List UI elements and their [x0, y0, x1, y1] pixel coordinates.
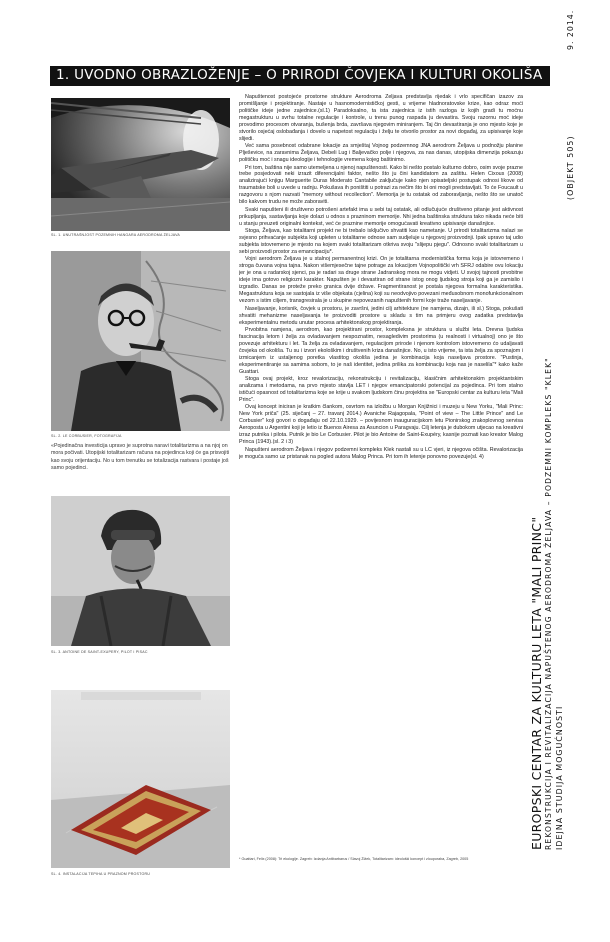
- footnote: * Guattari, Felix (2008): Tri ekologije. Zagreb: Izdanja Antibarbarus / Slavoj Žižek, Totalitarizam: ideološki koncept i zlouporaba, Zagreb, 2005: [239, 857, 469, 861]
- paragraph: Stoga ovaj projekt, kroz revalorizaciju, rekonstrukciju i revitalizaciju, klasičnim arhitektonskim projektantskim analizama i metodama, na prvo mjesto stavlja LET i njegov emancipatorski potencijal za pojedinca. Pri tom stalno ističući opasnost od totalitarizma koje se krije u svakom ljudskom činu projektira se "Europski centar za kulturu leta "Mali Princ".: [239, 376, 523, 403]
- paragraph: Naseljavanje, korisnik, čovjek u prostoru, je završni, jedini cilj arhitekture (ne namjena, dizajn, ili sl.) Stoga, pokušati shvatiti mehanizme naseljavanja te proizvoditi prostore u skladu s tim na primjeru ovog zadatka predstavlja eksperimentalnu metodu unutar procesa arhitektonskog projektiranja.: [239, 305, 523, 326]
- side-text: «Pojedinačna investicija upravo je suprotna naravi totalitarizma a na njoj on mora počivati. Utopijski totalitarizam računa na pojedinca koji će ga prisvojiti kao svoju orijentaciju. No u tom trenutku se totalizacija rastvara i postaje još samo pojedinci.: [51, 443, 230, 471]
- paragraph: Vojni aerodrom Željava je u stalnoj permanentnoj krizi. On je totalitarna modernistička forma koja je istovremeno i stroga čuvana vojna tajna. Nakon višemjesečne tajne potrage za lokacijom Vojnopolitički vrh SFRJ odabire ovu lokaciju jer je ona u radarskoj sjenci, pa je radari sa druge strane Jadranskog mora ne mogu vidjeti. U svojoj tajnosti prvobitne ideje ima gotovo religiozni karakter. Napušten je i devastiran od strane istog onog ljudskog stroja koji ga je zamislio i izgradio. Danas se proteže preko granica dvije države. Fragmentiranost je postala njegova formalna karakteristika. Megastruktura koja se sastojala iz više objekata (cjelina) koji su neodvojivo povezani međusobnom monofunkcionalnom vezom s istim ciljem, transgresirala je u skupine nepovezanih napuštenih formi koje traže naseljavanje.: [239, 256, 523, 305]
- main-text-column: [239, 94, 523, 858]
- vertical-main-title: EUROPSKI CENTAR ZA KULTURU LETA "MALI PRINC": [529, 516, 544, 850]
- caption-4: SL. 4. INSTALACIJA TEPIHA U PRAZNOM PROSTORU: [51, 872, 151, 876]
- paragraph: Već sama posebnost odabrane lokacije za smještaj Vojnog podzemnog JNA aerodrom Željava u podnožju planine Plješevice, na zaravnima Željava, Debeli Lug i Baljevačko polje i njegova, za nas danas, utopijska dimenzija pokazuju političku moć i snagu ideologije i tehnologije vremena kojeg baštinimo.: [239, 143, 523, 164]
- vertical-subtitle: REKONSTRUKCIJA I REVITALIZACIJA NAPUŠTENOG AERODROMA ŽELJAVA – PODZEMNI KOMPLEKS "KLEK": [544, 357, 553, 850]
- title-bar: [50, 66, 550, 86]
- page-title: 1. UVODNO OBRAZLOŽENJE – O PRIRODI ČOVJEKA I KULTURI OKOLIŠA: [56, 67, 543, 83]
- paragraph: Stoga, Željava, kao totalitarni projekt ne bi trebalo isključivo shvatiti kao nametanje. U prirodi totalitarizma nalazi se svjesno prihvaćanje subjekta koji upleten u totalitarne odnose sam sudjeluje u njegovoj proizvodnji. Ipak upravo taj udio subjekta istovremeno je mjesto na kojem svaki totalitarizam otkriva svoju "slijepu pjegu". Odnosno svaki totalitarizam u sebi proizvodi prostor za emancipaciju*.: [239, 228, 523, 255]
- caption-3: SL. 3. ANTOINE DE SAINT-EXUPERY, PILOT I PISAC: [51, 650, 148, 654]
- paragraph: Napušteni aerodrom Željava i njegov podzemni kompleks Klek nastali su u LC vjeri, iz njegova očišta. Revalorizacija je moguća samo uz pristanak na pogled autora Malog Princa. Pri tom ih letenje ponovno povezuje(sl. 4): [239, 446, 523, 460]
- photo-carpet: [51, 690, 230, 868]
- paragraph: Svaki napušteni ili društveno potrošeni artefakt ima u sebi taj ostatak, ali odlučujuće društveno pitanje jest aktivnost prikupljanja, sastavljanja koje dolazi u odnos s prazninom memorije. Nhi jedna baštinska struktura tako nikada neće biti u stanju preuzeti originalni kontekst, već će praznine memorije omogućavati kreativno upisivanje današnjice.: [239, 206, 523, 227]
- paragraph: Pri tom, baština nije samo utemeljena u njenoj napuštenosti. Kako bi nešto postalo kulturno dobro, osim svoje prazne trebe posjedovati neki izrazit diferencijalni faktor, nešto što ju čini kandidatom za zaštitu. Helen Cixous (2008) analizirajući knjigu Marguerite Duras Moderato Cantabile zaključuje kako njen spisateljski postupak odnosi likove od traumatske boli u uvede u radnju. Pokušava ih poništiti u potrazi za nečim što bi oni mogli predstavljati. To će Foucault u razgovoru s njom nazvati "memory without recollection". Memorija je tu ostatak od zaboravljanja, nešto što se unatoč bilo kakvom trudu ne može zaboraviti.: [239, 164, 523, 206]
- paragraph: Prvobitna namjena, aerodrom, kao projektirani prostor, kompleksna je struktura u službi leta. Drevna ljudska fascinacija letom i želja za ovladavanjem nespoznatim, nesagledivim prostorima (u realnosti i virtualnoj) ono je što povezuje arhitekturu i let. Ta želja za ovladavanjem, regulacijom prirode i njenom kontrolom istovremeno ćo udaljavati čovjeka od okoliša. Tu su i izvori ekološkim i društvenih kriza današnjice. No, u isto vrijeme, ta ista želja za spoznajom i izmicanjem iz ustaljenog poretka vlastitog okoliša jedina je kombinacija koja naseljava prostore. "Pustinja, eksperimentiranje sa samima sobom, to je naš identitet, jedina prilika za kombinaciju koja nas je naselila"* kako kaže Guattari.: [239, 326, 523, 375]
- paragraph: Ovaj koncept iniciran je kratkim člankom, osvrtom na izložbu u Morgan Knjižnici i muzeju u New Yorku, "Mali Princ: New York priča" (25. siječanj – 27. travanj 2014.) Avaniche Rajagopala, "Point of view – The Little Prince" and Le Corbusier" koji govori o događaju od 22.10.1929. – povijesnom inauguracijskom letu Pionirskog zrakoplovnog servisa Aeroposta u Argentini koji je letio iz Buenos Airesa za Asuncion u Paragvaju. Cilj letenja je dubokom utjecao na kreativni izraz putnika i pilota. Putnik je bio Le Corbusier. Pilot je bio Antoine de Saint-Exupéry, kasnije poznati kao kreator Malog Princa (1943).(sl. 2 i 3): [239, 404, 523, 446]
- caption-1: SL. 1. UNUTRAŠNJOST POZEMNIH HANGARA AERODROMA ŽELJAVA: [51, 233, 181, 237]
- vertical-date: 9. 2014.: [566, 9, 575, 50]
- photo-pilot: [51, 496, 230, 646]
- paragraph: Napuštenost postojeće prostorne strukture Aerodroma Željava predstavlja rijedak i vrlo specifičan izazov za promišljanje i projektiranje. Nastaje u hasnomodernističkoj gesti, u vrijeme hladnoratovske krize, kao odraz moći političke ideje jedne zajednice.(sl.1) Paradoksalno, ta ista zajednica iz istih razloga iz kojih gradi tu moćnu megastrukturu u svrhu totalne regulacije i kontrole, u trenu punog raspada ju devastira. Svoju razornu moć ideje provodimo procesom otvaranja, bušenja brda, završava njegovim miniranjem. Taj čin devastiranja je ono mjesto koje je stvorilo osjećaj oslobađanja i dovelo u napetost regulaciju i želju te otvorilo prostor za novi događaj, za upisivanje koje slijedi.: [239, 94, 523, 142]
- photo-portrait-pipe: [51, 251, 230, 431]
- caption-2: SL. 2. LE CORBUSIER, FOTOGRAFIJA: [51, 434, 122, 438]
- photo-jet-hangar: [51, 98, 230, 231]
- vertical-object: (OBJEKT 505): [566, 135, 575, 200]
- vertical-study: IDEJNA STUDIJA MOGUĆNOSTI: [555, 705, 564, 850]
